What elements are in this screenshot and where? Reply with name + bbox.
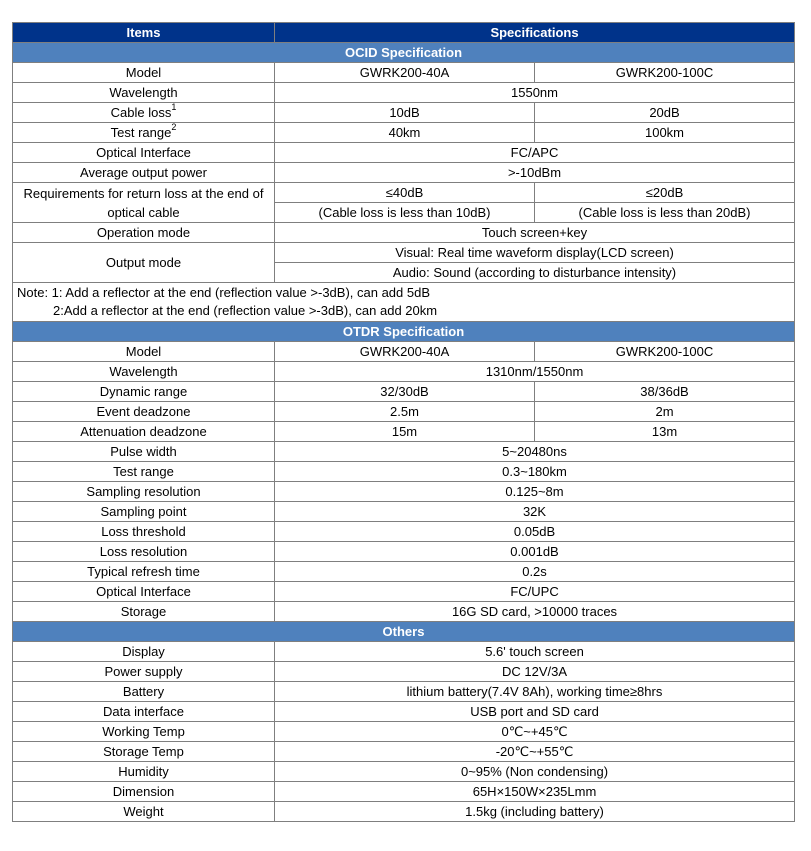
- row-value-a: 15m: [275, 422, 535, 442]
- row-value-b: 2m: [535, 402, 795, 422]
- row-value-a: ≤40dB: [275, 183, 535, 203]
- row-value: 5.6' touch screen: [275, 642, 795, 662]
- row-value: 0.125~8m: [275, 482, 795, 502]
- table-row: [13, 183, 795, 203]
- row-value-b: 20dB: [535, 103, 795, 123]
- table-row: [13, 722, 795, 742]
- row-label: Event deadzone: [13, 402, 275, 422]
- row-value-a: 40km: [275, 123, 535, 143]
- table-row: [13, 802, 795, 822]
- row-value-a: 10dB: [275, 103, 535, 123]
- table-row: [13, 742, 795, 762]
- row-value: >-10dBm: [275, 163, 795, 183]
- row-label: Optical Interface: [13, 582, 275, 602]
- row-value-b: GWRK200-100C: [535, 63, 795, 83]
- table-row: [13, 762, 795, 782]
- table-row: [13, 502, 795, 522]
- row-value: USB port and SD card: [275, 702, 795, 722]
- row-value-b-note: (Cable loss is less than 20dB): [535, 203, 795, 223]
- row-label: Sampling point: [13, 502, 275, 522]
- row-label: Sampling resolution: [13, 482, 275, 502]
- row-label: Storage Temp: [13, 742, 275, 762]
- row-label: Optical Interface: [13, 143, 275, 163]
- table-row: [13, 243, 795, 263]
- row-label: Display: [13, 642, 275, 662]
- row-value: 0.05dB: [275, 522, 795, 542]
- items-header: Items: [13, 23, 275, 43]
- row-label: Requirements for return loss at the end of optical cable: [13, 183, 275, 223]
- table-row: [13, 362, 795, 382]
- table-row: [13, 223, 795, 243]
- row-value-b: 38/36dB: [535, 382, 795, 402]
- table-row: [13, 542, 795, 562]
- table-row: [13, 602, 795, 622]
- table-row: [13, 702, 795, 722]
- table-row: [13, 662, 795, 682]
- table-row: [13, 682, 795, 702]
- row-label: Working Temp: [13, 722, 275, 742]
- test-range-label: Test range: [110, 125, 172, 140]
- row-label: Dynamic range: [13, 382, 275, 402]
- table-row: [13, 422, 795, 442]
- row-label: Storage: [13, 602, 275, 622]
- row-label: Humidity: [13, 762, 275, 782]
- row-value-b: GWRK200-100C: [535, 342, 795, 362]
- others-section-title: Others: [13, 622, 795, 642]
- row-label: Loss threshold: [13, 522, 275, 542]
- row-label: Attenuation deadzone: [13, 422, 275, 442]
- row-value-a: GWRK200-40A: [275, 342, 535, 362]
- row-value-a: GWRK200-40A: [275, 63, 535, 83]
- row-label: Output mode: [13, 243, 275, 283]
- row-label: Operation mode: [13, 223, 275, 243]
- table-row: [13, 442, 795, 462]
- row-label: Typical refresh time: [13, 562, 275, 582]
- table-row: [13, 83, 795, 103]
- specification-table: [12, 22, 795, 822]
- note-row: [13, 283, 795, 322]
- row-value: 65H×150W×235Lmm: [275, 782, 795, 802]
- table-row: [13, 462, 795, 482]
- row-label: Battery: [13, 682, 275, 702]
- row-value: 1310nm/1550nm: [275, 362, 795, 382]
- table-row: [13, 143, 795, 163]
- row-value: FC/APC: [275, 143, 795, 163]
- specifications-header: Specifications: [275, 23, 795, 43]
- ocid-section-title: OCID Specification: [13, 43, 795, 63]
- row-value: Touch screen+key: [275, 223, 795, 243]
- table-row: [13, 382, 795, 402]
- row-value: 0~95% (Non condensing): [275, 762, 795, 782]
- row-value: 1.5kg (including battery): [275, 802, 795, 822]
- row-label: Wavelength: [13, 362, 275, 382]
- row-value: 0.2s: [275, 562, 795, 582]
- cable-loss-label: Cable loss: [110, 105, 172, 120]
- table-row: [13, 402, 795, 422]
- row-value-a: 2.5m: [275, 402, 535, 422]
- row-label: Dimension: [13, 782, 275, 802]
- row-value: 0℃~+45℃: [275, 722, 795, 742]
- row-value: 1550nm: [275, 83, 795, 103]
- row-value: lithium battery(7.4V 8Ah), working time≥8hrs: [275, 682, 795, 702]
- row-value: Visual: Real time waveform display(LCD screen): [275, 243, 795, 263]
- row-value: 0.001dB: [275, 542, 795, 562]
- table-row: [13, 123, 795, 143]
- row-value-b: ≤20dB: [535, 183, 795, 203]
- row-value: Audio: Sound (according to disturbance intensity): [275, 263, 795, 283]
- table-row: [13, 103, 795, 123]
- row-label: Weight: [13, 802, 275, 822]
- row-label: Loss resolution: [13, 542, 275, 562]
- row-value: 32K: [275, 502, 795, 522]
- row-value-a: 32/30dB: [275, 382, 535, 402]
- row-value-b: 100km: [535, 123, 795, 143]
- footnote-line-2: 2:Add a reflector at the end (reflection value >-3dB), can add 20km: [53, 303, 438, 318]
- row-value: FC/UPC: [275, 582, 795, 602]
- row-label: [13, 103, 275, 123]
- footnote-marker: 1: [171, 102, 177, 112]
- row-value: 16G SD card, >10000 traces: [275, 602, 795, 622]
- row-label: Model: [13, 63, 275, 83]
- otdr-section-title: OTDR Specification: [13, 322, 795, 342]
- row-value: 5~20480ns: [275, 442, 795, 462]
- table-row: [13, 342, 795, 362]
- table-row: [13, 163, 795, 183]
- table-row: [13, 63, 795, 83]
- footnote-marker: 2: [171, 122, 177, 132]
- table-row: [13, 522, 795, 542]
- table-header-row: [13, 23, 795, 43]
- row-value: -20℃~+55℃: [275, 742, 795, 762]
- footnote-line-1: Note: 1: Add a reflector at the end (reflection value >-3dB), can add 5dB: [17, 285, 431, 300]
- row-label: Pulse width: [13, 442, 275, 462]
- section-row: [13, 622, 795, 642]
- row-value: 0.3~180km: [275, 462, 795, 482]
- table-row: [13, 582, 795, 602]
- row-value-a-note: (Cable loss is less than 10dB): [275, 203, 535, 223]
- section-row: [13, 322, 795, 342]
- row-label: Wavelength: [13, 83, 275, 103]
- table-row: [13, 642, 795, 662]
- row-value: DC 12V/3A: [275, 662, 795, 682]
- row-label: [13, 123, 275, 143]
- table-row: [13, 782, 795, 802]
- table-row: [13, 562, 795, 582]
- row-label: Test range: [13, 462, 275, 482]
- table-row: [13, 482, 795, 502]
- row-label: Average output power: [13, 163, 275, 183]
- footnote-cell: [13, 283, 795, 322]
- row-value-b: 13m: [535, 422, 795, 442]
- row-label: Data interface: [13, 702, 275, 722]
- section-row: [13, 43, 795, 63]
- row-label: Model: [13, 342, 275, 362]
- row-label: Power supply: [13, 662, 275, 682]
